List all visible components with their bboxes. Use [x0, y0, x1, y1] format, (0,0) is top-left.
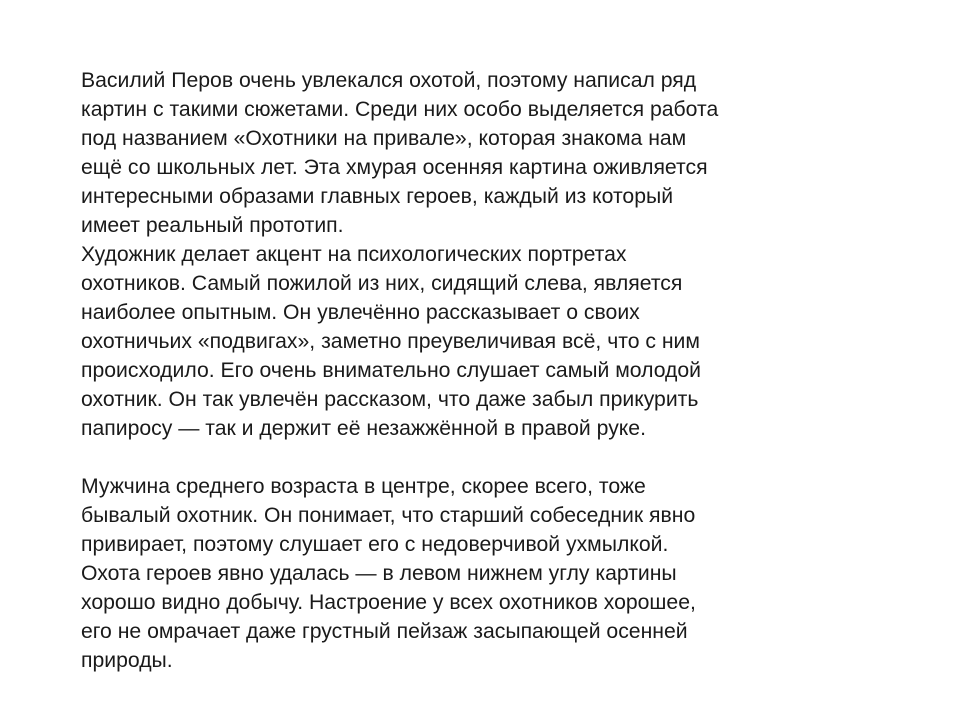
- paragraph-2: [81, 240, 801, 443]
- text-line: Охота героев явно удалась — в левом нижнем углу картины: [81, 562, 677, 585]
- text-line: бывалый охотник. Он понимает, что старший собеседник явно: [81, 504, 696, 527]
- paragraph-gap: [81, 443, 801, 472]
- paragraph-1: [81, 66, 801, 240]
- text-line: Мужчина среднего возраста в центре, скорее всего, тоже: [81, 475, 646, 498]
- text-line: наиболее опытным. Он увлечённо рассказывает о своих: [81, 301, 640, 324]
- text-line: ещё со школьных лет. Эта хмурая осенняя картина оживляется: [81, 156, 708, 179]
- text-line: природы.: [81, 649, 173, 672]
- text-line: Василий Перов очень увлекался охотой, поэтому написал ряд: [81, 69, 697, 92]
- text-line: привирает, поэтому слушает его с недоверчивой ухмылкой.: [81, 533, 669, 556]
- text-line: картин с такими сюжетами. Среди них особо выделяется работа: [81, 98, 719, 121]
- paragraph-3: [81, 472, 801, 675]
- text-line: папиросу — так и держит её незажжённой в правой руке.: [81, 417, 646, 440]
- text-line: имеет реальный прототип.: [81, 214, 344, 237]
- text-line: Художник делает акцент на психологических портретах: [81, 243, 627, 266]
- text-line: под названием «Охотники на привале», которая знакома нам: [81, 127, 687, 150]
- text-line: охотников. Самый пожилой из них, сидящий слева, является: [81, 272, 683, 295]
- text-line: охотничьих «подвигах», заметно преувеличивая всё, что с ним: [81, 330, 700, 353]
- body-text: [81, 66, 801, 675]
- text-line: охотник. Он так увлечён рассказом, что даже забыл прикурить: [81, 388, 699, 411]
- text-line: происходило. Его очень внимательно слушает самый молодой: [81, 359, 702, 382]
- text-line: его не омрачает даже грустный пейзаж засыпающей осенней: [81, 620, 688, 643]
- text-line: интересными образами главных героев, каждый из который: [81, 185, 674, 208]
- text-line: хорошо видно добычу. Настроение у всех охотников хорошее,: [81, 591, 696, 614]
